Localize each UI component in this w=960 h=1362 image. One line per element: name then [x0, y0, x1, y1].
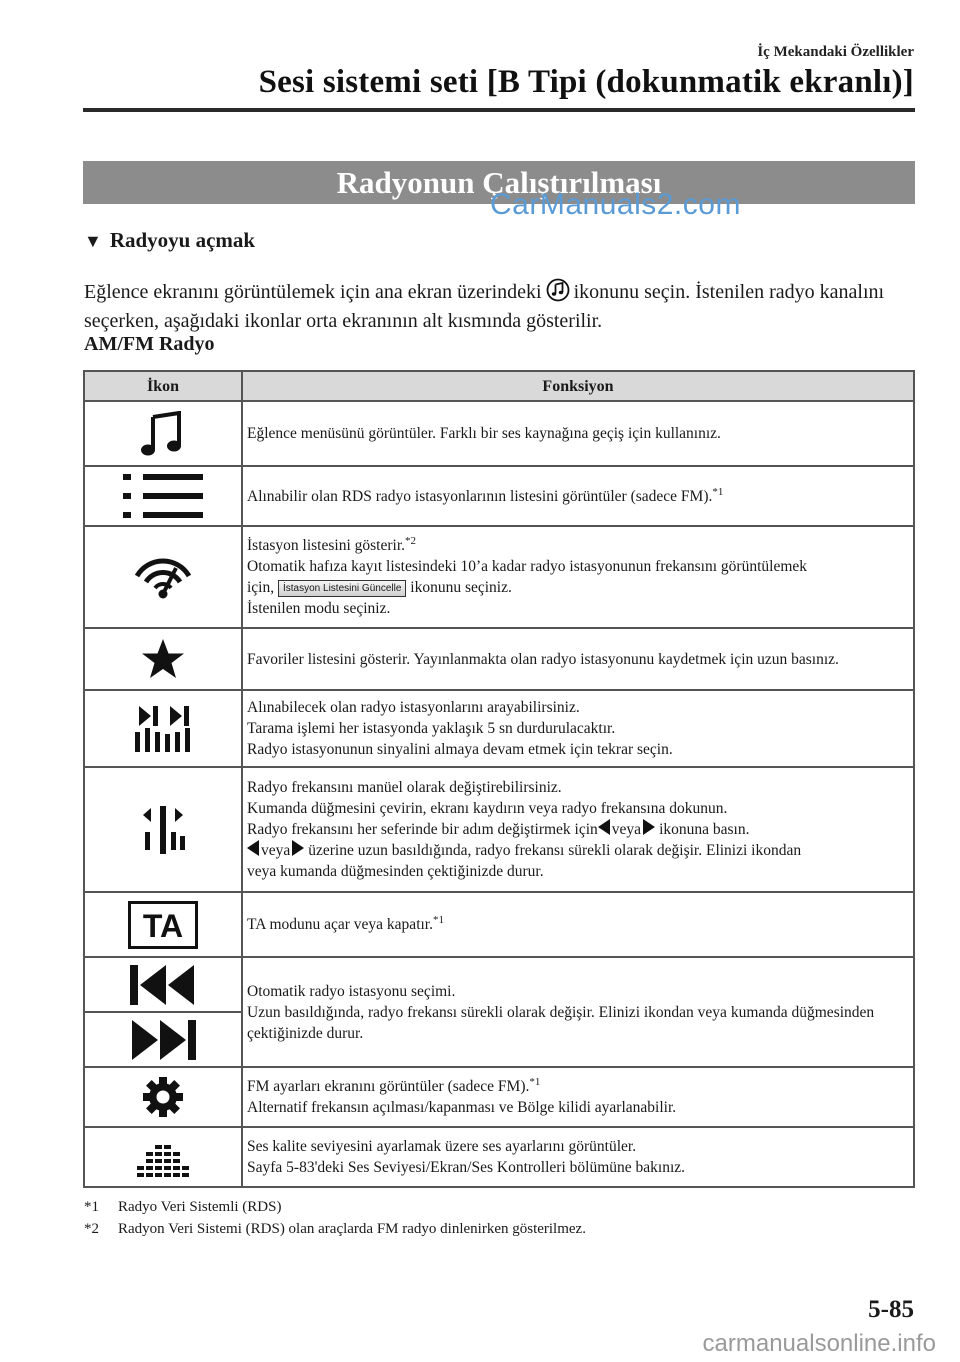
table-row [84, 690, 914, 767]
row-tune-line1: Radyo frekansını manüel olarak değiştirebilirsiniz. [247, 779, 562, 796]
row-tune-line3c: ikonuna basın. [659, 821, 750, 838]
manual-tune-icon [84, 767, 242, 892]
chapter-title: İç Mekandaki Özellikler [757, 44, 914, 60]
row-ta-text: TA modunu açar veya kapatır. [247, 916, 433, 933]
row-tune-line3a: Radyo frekansını her seferinde bir adım değiştirmek için [247, 821, 598, 838]
seek-forward-icon [85, 1013, 241, 1066]
subheading-marker: ▼ [84, 231, 102, 251]
row-signal-line3a: için, [247, 579, 275, 596]
page-banner: Radyonun Çalıştırılması [83, 161, 915, 204]
row-signal-line2: Otomatik hafıza kayıt listesindeki 10’a kadar radyo istasyonunun frekansını görüntülemek [247, 558, 808, 575]
right-arrow-icon [292, 840, 304, 856]
gear-icon [84, 1067, 242, 1127]
row-sound-line1: Ses kalite seviyesini ayarlamak üzere ses ayarlarını görüntüler. [247, 1138, 637, 1155]
mode-heading: AM/FM Radyo [84, 333, 215, 355]
table-row [84, 1067, 914, 1127]
row-signal-line3b: ikonunu seçiniz. [410, 579, 512, 596]
update-station-list-button: İstasyon Listesini Güncelle [278, 580, 406, 597]
row-tune-line4b: üzerine uzun basıldığında, radyo frekansı sürekli olarak değişir. Elinizi ikondan [308, 842, 802, 859]
table-row [84, 1127, 914, 1187]
row-settings-line2: Alternatif frekansın açılması/kapanması ve Bölge kilidi ayarlanabilir. [247, 1099, 677, 1116]
footnote-1 [84, 1199, 281, 1216]
footnote-2 [84, 1221, 586, 1238]
table-header-row [84, 371, 914, 401]
row-scan-line1: Alınabilecek olan radyo istasyonlarını arayabilirsiniz. [247, 699, 580, 716]
row-seek-line1: Otomatik radyo istasyonu seçimi. [247, 982, 456, 1000]
table-row [84, 892, 914, 957]
row-tune-line3b: veya [611, 821, 642, 838]
intro-paragraph [84, 278, 914, 336]
left-arrow-icon [247, 840, 259, 856]
signal-gauge-icon [84, 526, 242, 628]
row-seek-line2: Uzun basıldığında, radyo frekansı sürekli olarak değişir. Elinizi ikondan veya kumanda düğmesinden çektiğinizde durur. [247, 1003, 875, 1042]
row-signal-line4: İstenilen modu seçiniz. [247, 600, 391, 617]
table-row [84, 628, 914, 690]
table-row [84, 466, 914, 526]
row-scan-line2: Tarama işlemi her istasyonda yaklaşık 5 sn durdurulacaktır. [247, 720, 616, 737]
left-arrow-icon [598, 819, 610, 835]
ta-icon [84, 892, 242, 957]
footnote-ref: *1 [433, 914, 444, 926]
row-signal-line1: İstasyon listesini gösterir. [247, 537, 406, 554]
table-row [84, 767, 914, 892]
row-settings-line1: FM ayarları ekranını görüntüler (sadece FM). [247, 1078, 530, 1095]
music-note-icon [546, 278, 570, 302]
table-row [84, 401, 914, 466]
row-tune-line2: Kumanda düğmesini çevirin, ekranı kaydırın veya radyo frekansına dokunun. [247, 800, 728, 817]
right-arrow-icon [643, 819, 655, 835]
table-row [84, 526, 914, 628]
watermark-top: CarManuals2.com [490, 188, 741, 221]
footnote-ref: *2 [405, 535, 417, 547]
footnote-ref: *1 [712, 485, 724, 498]
section-title: Sesi sistemi seti [B Tipi (dokunmatik ekranlı)] [258, 64, 914, 100]
row-tune-line4a: veya [261, 842, 291, 859]
watermark-bottom: carmanualsonline.info [702, 1330, 936, 1357]
sound-level-icon [84, 1127, 242, 1187]
row-list-text: Alınabilir olan RDS radyo istasyonlarının listesini görüntüler (sadece FM). [247, 487, 713, 505]
row-music-text: Eğlence menüsünü görüntüler. Farklı bir ses kaynağına geçiş için kullanınız. [247, 425, 721, 442]
col-header-function: Fonksiyon [242, 371, 914, 401]
row-scan-line3: Radyo istasyonunun sinyalini almaya devam etmek için tekrar seçin. [247, 741, 673, 758]
music-note-icon [84, 401, 242, 466]
subheading-text: Radyoyu açmak [109, 228, 256, 252]
row-tune-line5: veya kumanda düğmesinden çektiğinizde durur. [247, 863, 544, 880]
row-star-text: Favoriler listesini gösterir. Yayınlanmakta olan radyo istasyonunu kaydetmek için uzun basınız. [247, 650, 839, 668]
header-rule [83, 108, 915, 112]
table-row [84, 957, 914, 1067]
footnote-ref: *1 [529, 1076, 541, 1088]
footnote-text: Radyo Veri Sistemli (RDS) [118, 1199, 282, 1215]
footnote-text: Radyon Veri Sistemi (RDS) olan araçlarda FM radyo dinlenirken gösterilmez. [118, 1221, 586, 1237]
page-number: 5-85 [868, 1296, 914, 1323]
star-icon [84, 628, 242, 690]
intro-text-after: ikonunu seçin. İstenilen radyo kanalını seçerken, aşağıdaki ikonlar orta ekranının alt kısmında gösterilir. [84, 281, 885, 332]
row-sound-line2: Sayfa 5-83'deki Ses Seviyesi/Ekran/Ses Kontrolleri bölümüne bakınız. [247, 1159, 686, 1176]
ta-icon-label: TA [142, 907, 184, 944]
footnote-mark: *1 [84, 1199, 99, 1215]
subheading [84, 228, 255, 253]
station-list-icon [84, 466, 242, 526]
seek-back-icon [85, 958, 241, 1013]
function-table [83, 370, 915, 1188]
intro-text-before: Eğlence ekranını görüntülemek için ana ekran üzerindeki [84, 281, 542, 303]
col-header-icon: İkon [84, 371, 242, 401]
footnote-mark: *2 [84, 1221, 99, 1237]
scan-icon [84, 690, 242, 767]
